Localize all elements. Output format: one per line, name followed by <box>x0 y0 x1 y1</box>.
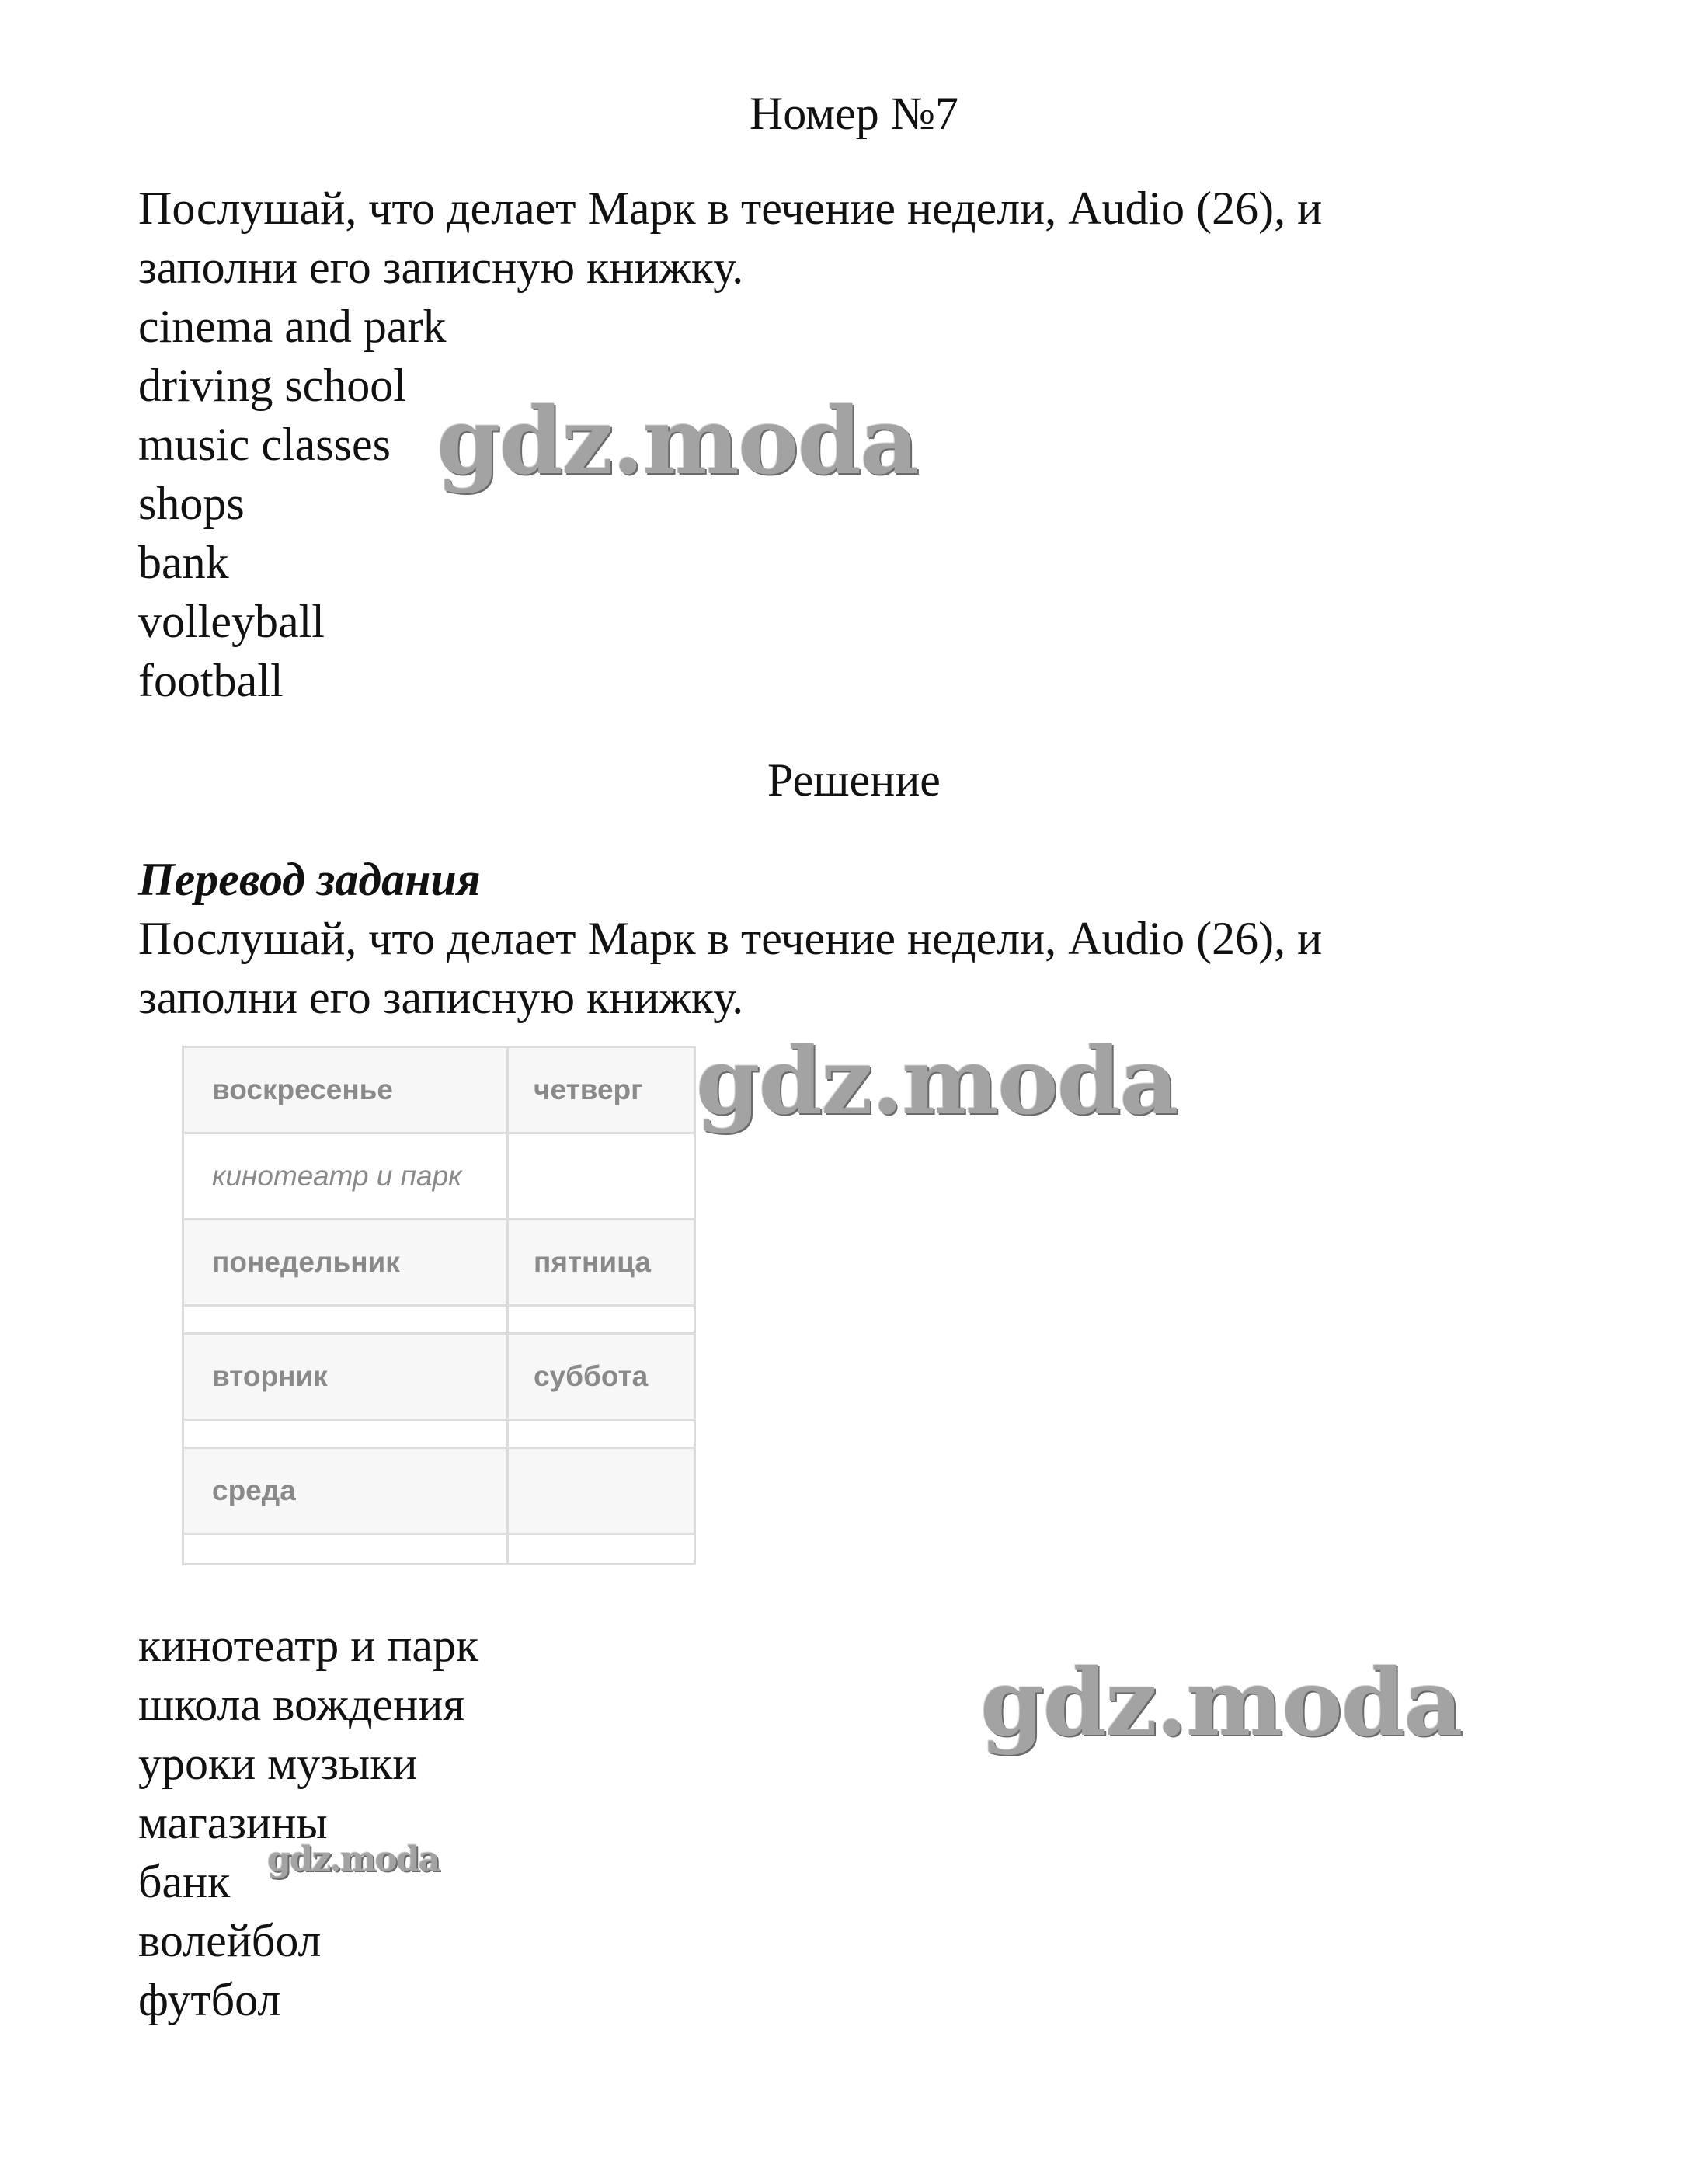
watermark: gdz.moda <box>696 1027 1178 1135</box>
table-cell: понедельник <box>184 1220 509 1304</box>
word-item: volleyball <box>138 596 325 647</box>
notebook-table <box>182 1046 696 1565</box>
table-cell: пятница <box>534 1246 651 1278</box>
table-row <box>184 1307 694 1335</box>
word-item: shops <box>138 478 245 529</box>
task-line: Послушай, что делает Марк в течение недели, Audio (26), и <box>138 913 1323 964</box>
word-item: bank <box>138 537 229 588</box>
word-item: магазины <box>138 1797 328 1848</box>
table-cell: суббота <box>534 1360 649 1392</box>
word-item: music classes <box>138 419 391 470</box>
word-item: школа вождения <box>138 1679 464 1730</box>
watermark: gdz.moda <box>980 1649 1462 1756</box>
word-list-english <box>138 297 1630 710</box>
table-cell <box>509 1535 694 1563</box>
solution-heading: Решение <box>767 754 941 806</box>
table-cell <box>509 1449 694 1533</box>
watermark: gdz.moda <box>437 387 918 495</box>
table-cell: среда <box>184 1449 509 1533</box>
table-cell: вторник <box>184 1335 509 1419</box>
task-line: заполни его записную книжку. <box>138 972 744 1023</box>
word-item: волейбол <box>138 1915 322 1966</box>
table-cell <box>184 1535 509 1563</box>
task-line: Послушай, что делает Марк в течение недели, Audio (26), и <box>138 183 1323 234</box>
translated-task-text <box>138 909 1630 1027</box>
translation-heading: Перевод задания <box>138 854 481 905</box>
table-row <box>184 1335 694 1421</box>
watermark: gdz.moda <box>267 1840 440 1879</box>
table-cell: кинотеатр и парк <box>184 1134 509 1218</box>
table-cell: воскресенье <box>184 1048 509 1132</box>
table-row <box>184 1048 694 1134</box>
table-row <box>184 1134 694 1220</box>
task-line: заполни его записную книжку. <box>138 242 744 293</box>
word-item: football <box>138 655 284 706</box>
table-cell <box>184 1421 509 1447</box>
page-title: Номер №7 <box>749 88 959 139</box>
table-cell <box>509 1134 694 1218</box>
table-cell <box>184 1307 509 1332</box>
table-row <box>184 1535 694 1563</box>
task-text <box>138 179 1630 297</box>
table-cell <box>509 1307 694 1332</box>
table-row <box>184 1421 694 1449</box>
word-item: cinema and park <box>138 301 447 352</box>
word-item: кинотеатр и парк <box>138 1620 479 1671</box>
word-item: футбол <box>138 1974 281 2025</box>
table-cell: четверг <box>534 1074 643 1105</box>
word-item: банк <box>138 1856 231 1907</box>
table-row <box>184 1220 694 1307</box>
table-cell <box>509 1421 694 1447</box>
word-item: driving school <box>138 360 406 411</box>
word-item: уроки музыки <box>138 1738 418 1789</box>
table-row <box>184 1449 694 1535</box>
